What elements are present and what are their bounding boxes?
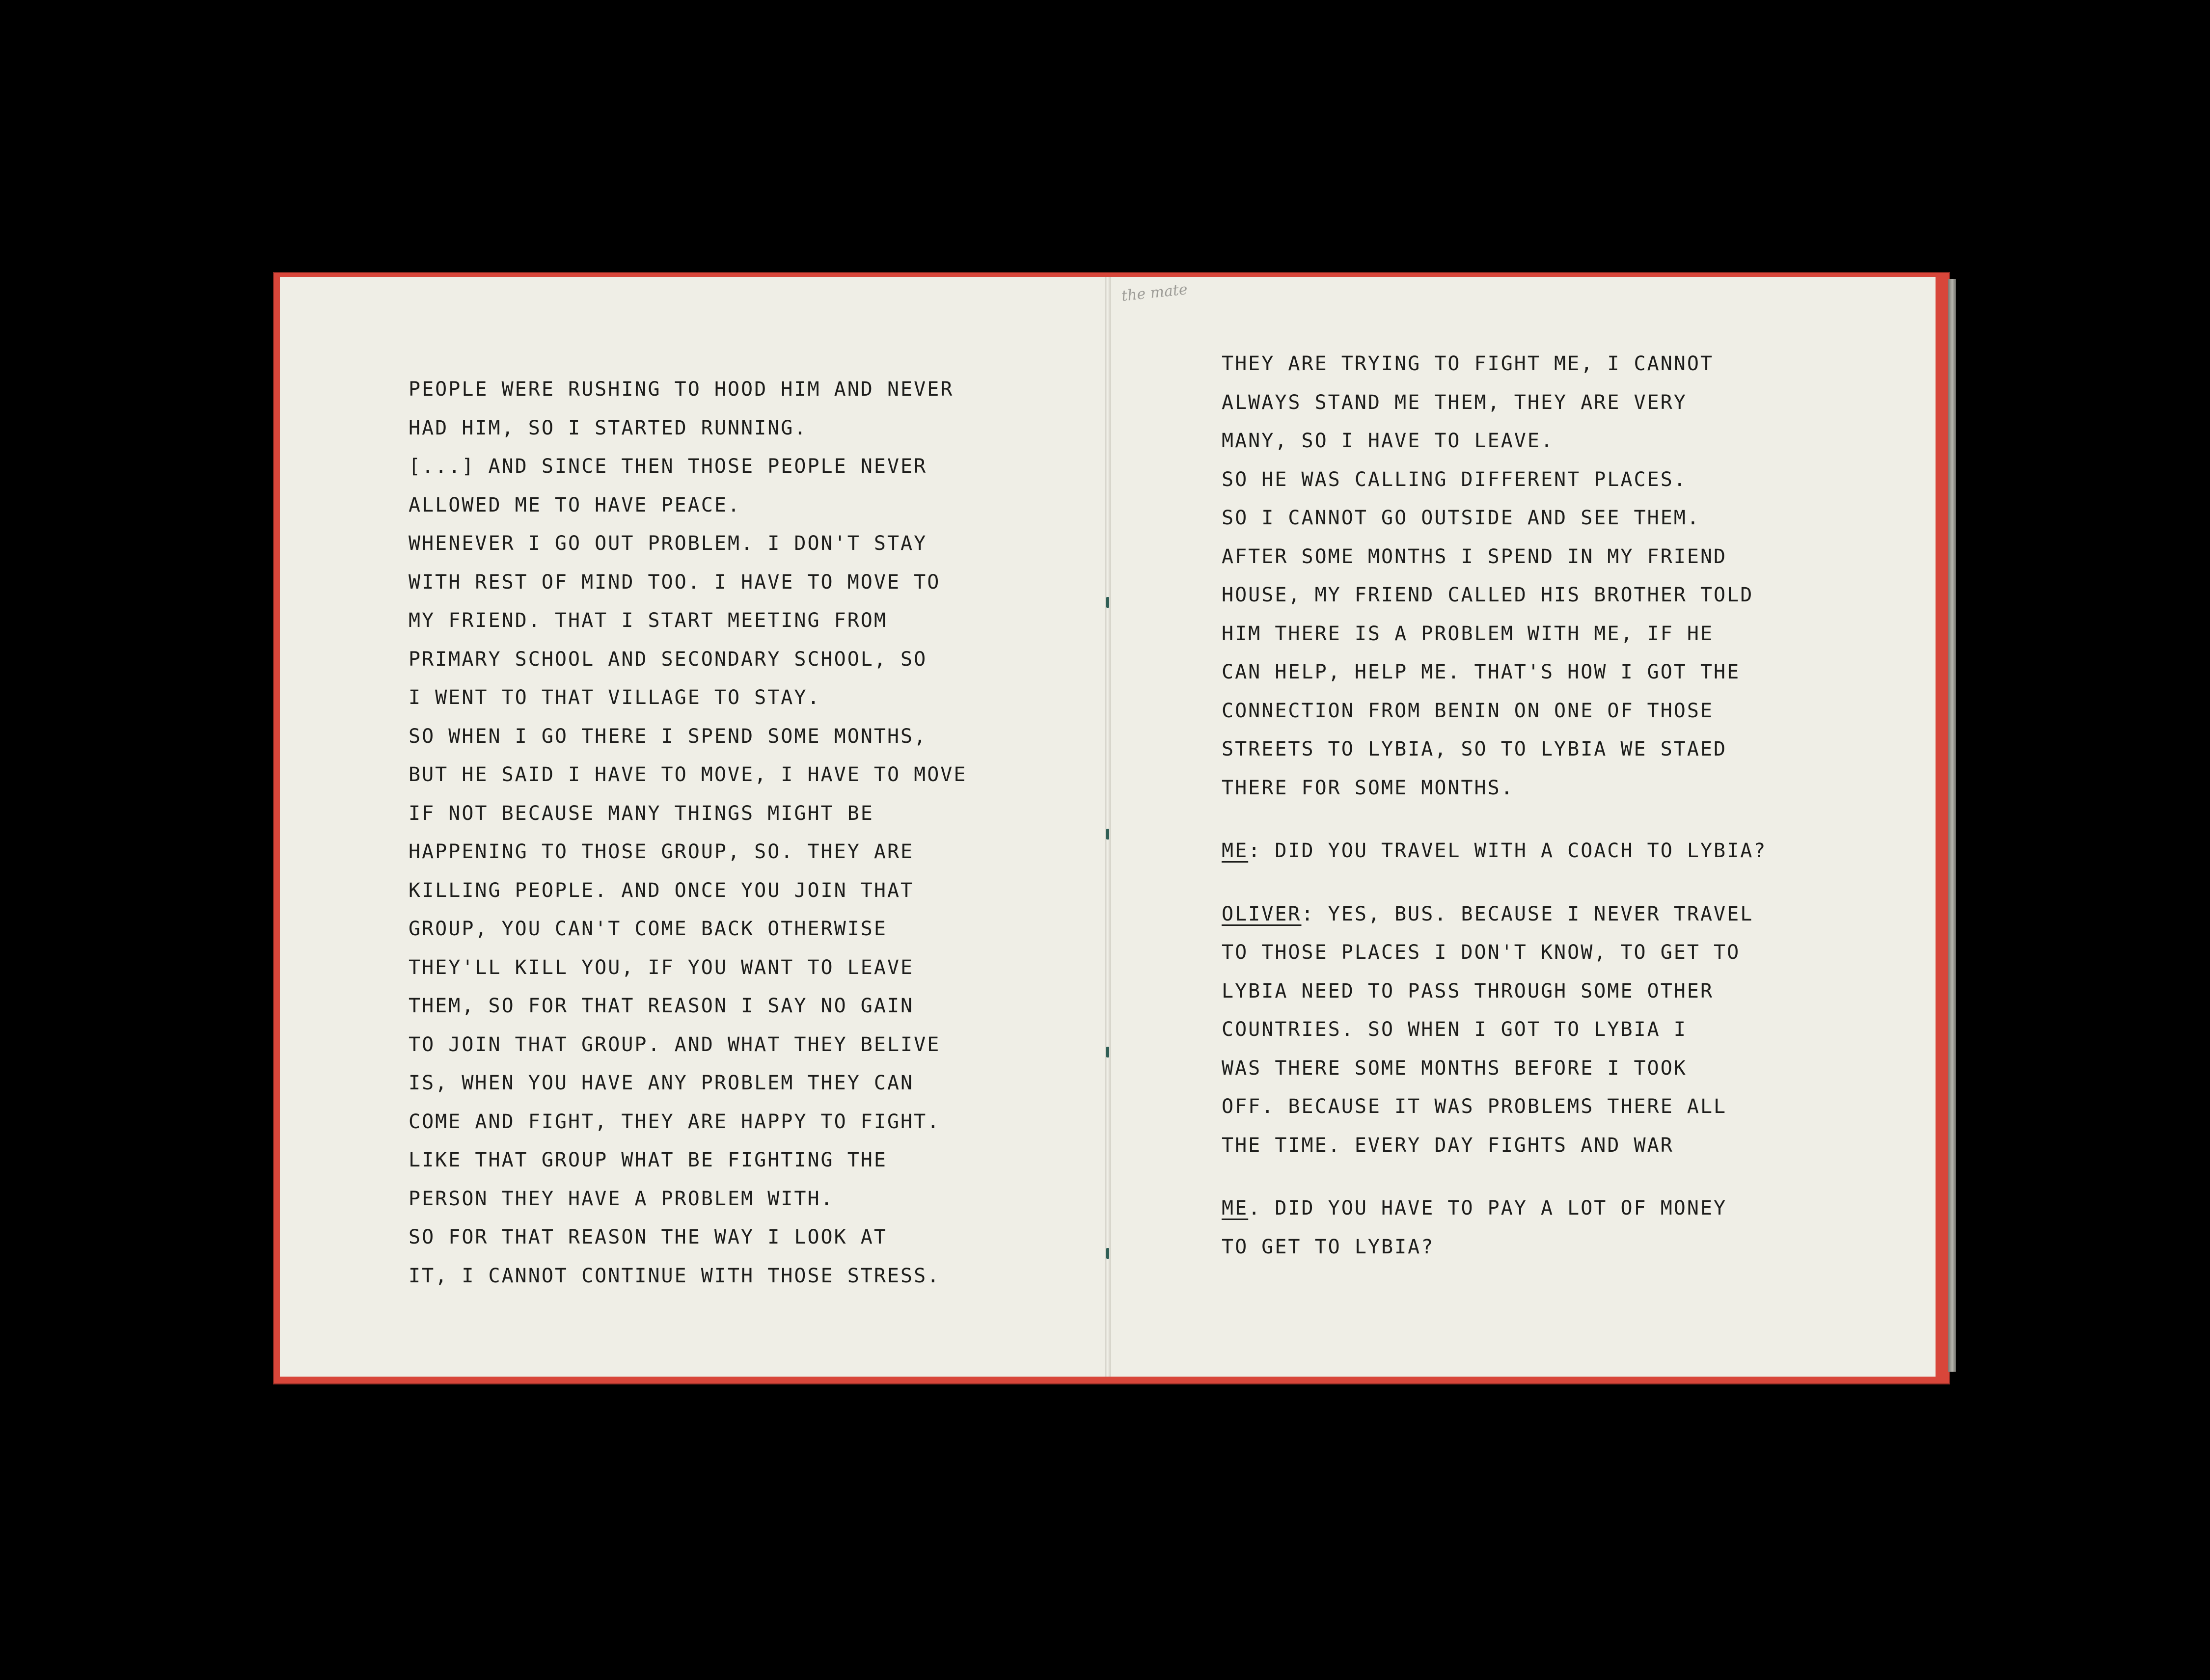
question-text: . DID YOU HAVE TO PAY A LOT OF MONEY — [1248, 1197, 1727, 1219]
text-line: KILLING PEOPLE. AND ONCE YOU JOIN THAT — [409, 879, 914, 902]
text-line: CONNECTION FROM BENIN ON ONE OF THOSE — [1222, 699, 1714, 722]
text-line: STREETS TO LYBIA, SO TO LYBIA WE STAED — [1222, 738, 1727, 760]
text-line: PRIMARY SCHOOL AND SECONDARY SCHOOL, SO — [409, 648, 928, 671]
left-page-text — [409, 370, 1096, 1295]
right-page-text — [1222, 345, 1919, 1266]
text-line: THEY ARE TRYING TO FIGHT ME, I CANNOT — [1222, 352, 1714, 375]
speaker-label: ME — [1222, 1197, 1249, 1219]
text-line: HAD HIM, SO I STARTED RUNNING. — [409, 416, 808, 439]
speaker-label: ME — [1222, 840, 1249, 862]
answer-line — [1222, 895, 1919, 934]
text-line: AFTER SOME MONTHS I SPEND IN MY FRIEND — [1222, 545, 1727, 568]
text-line: PEOPLE WERE RUSHING TO HOOD HIM AND NEVER — [409, 378, 954, 401]
binding-stitch — [1106, 1248, 1109, 1259]
text-line: COME AND FIGHT, THEY ARE HAPPY TO FIGHT. — [409, 1110, 941, 1133]
text-line: SO FOR THAT REASON THE WAY I LOOK AT — [409, 1226, 887, 1248]
text-line: MANY, SO I HAVE TO LEAVE. — [1222, 430, 1555, 452]
open-notebook — [274, 273, 1949, 1383]
text-line: TO THOSE PLACES I DON'T KNOW, TO GET TO — [1222, 941, 1741, 964]
text-line: THE TIME. EVERY DAY FIGHTS AND WAR — [1222, 1134, 1674, 1157]
text-line: THEY'LL KILL YOU, IF YOU WANT TO LEAVE — [409, 956, 914, 979]
question-line — [1222, 1189, 1919, 1228]
binding-stitch — [1106, 829, 1109, 840]
text-line: IT, I CANNOT CONTINUE WITH THOSE STRESS. — [409, 1264, 941, 1287]
text-line: LYBIA NEED TO PASS THROUGH SOME OTHER — [1222, 979, 1714, 1003]
left-page — [280, 277, 1105, 1377]
text-line: SO WHEN I GO THERE I SPEND SOME MONTHS, — [409, 725, 928, 748]
text-line: SO HE WAS CALLING DIFFERENT PLACES. — [1222, 468, 1687, 491]
answer-text: : YES, BUS. BECAUSE I NEVER TRAVEL — [1301, 902, 1754, 925]
text-line: WITH REST OF MIND TOO. I HAVE TO MOVE TO — [409, 570, 941, 594]
text-line: THEM, SO FOR THAT REASON I SAY NO GAIN — [409, 995, 914, 1017]
text-line: MY FRIEND. THAT I START MEETING FROM — [409, 609, 887, 632]
text-line: TO GET TO LYBIA? — [1222, 1235, 1435, 1258]
text-line: LIKE THAT GROUP WHAT BE FIGHTING THE — [409, 1149, 887, 1171]
binding-gutter — [1105, 277, 1111, 1377]
text-line: CAN HELP, HELP ME. THAT'S HOW I GOT THE — [1222, 661, 1741, 683]
text-line: GROUP, YOU CAN'T COME BACK OTHERWISE — [409, 918, 887, 940]
text-line: SO I CANNOT GO OUTSIDE AND SEE THEM. — [1222, 507, 1700, 529]
text-line: IS, WHEN YOU HAVE ANY PROBLEM THEY CAN — [409, 1072, 914, 1094]
text-line: [...] AND SINCE THEN THOSE PEOPLE NEVER — [409, 455, 928, 478]
text-line: WAS THERE SOME MONTHS BEFORE I TOOK — [1222, 1057, 1687, 1080]
text-line: PERSON THEY HAVE A PROBLEM WITH. — [409, 1187, 834, 1210]
text-line: ALWAYS STAND ME THEM, THEY ARE VERY — [1222, 391, 1687, 414]
text-line: THERE FOR SOME MONTHS. — [1222, 776, 1514, 799]
text-line: HAPPENING TO THOSE GROUP, SO. THEY ARE — [409, 840, 914, 863]
text-line: OFF. BECAUSE IT WAS PROBLEMS THERE ALL — [1222, 1095, 1727, 1118]
text-line: BUT HE SAID I HAVE TO MOVE, I HAVE TO MOVE — [409, 763, 967, 786]
text-line: HOUSE, MY FRIEND CALLED HIS BROTHER TOLD — [1222, 584, 1754, 606]
speaker-label: OLIVER — [1222, 902, 1302, 925]
text-line: ALLOWED ME TO HAVE PEACE. — [409, 493, 741, 516]
paragraph-gap — [1222, 1165, 1919, 1189]
page-stack-edge — [1948, 279, 1956, 1372]
text-line: HIM THERE IS A PROBLEM WITH ME, IF HE — [1222, 622, 1714, 645]
text-line: I WENT TO THAT VILLAGE TO STAY. — [409, 686, 821, 709]
text-line: WHENEVER I GO OUT PROBLEM. I DON'T STAY — [409, 532, 928, 555]
right-page — [1111, 277, 1936, 1377]
paragraph-gap — [1222, 870, 1919, 895]
paragraph-gap — [1222, 807, 1919, 832]
text-line: TO JOIN THAT GROUP. AND WHAT THEY BELIVE — [409, 1033, 941, 1056]
pencil-annotation: the mate — [1120, 281, 1189, 305]
binding-stitch — [1106, 1047, 1109, 1057]
question-text: : DID YOU TRAVEL WITH A COACH TO LYBIA? — [1248, 840, 1767, 862]
text-line: IF NOT BECAUSE MANY THINGS MIGHT BE — [409, 802, 874, 825]
text-line: COUNTRIES. SO WHEN I GOT TO LYBIA I — [1222, 1018, 1687, 1041]
binding-stitch — [1106, 597, 1109, 608]
question-line — [1222, 832, 1919, 870]
